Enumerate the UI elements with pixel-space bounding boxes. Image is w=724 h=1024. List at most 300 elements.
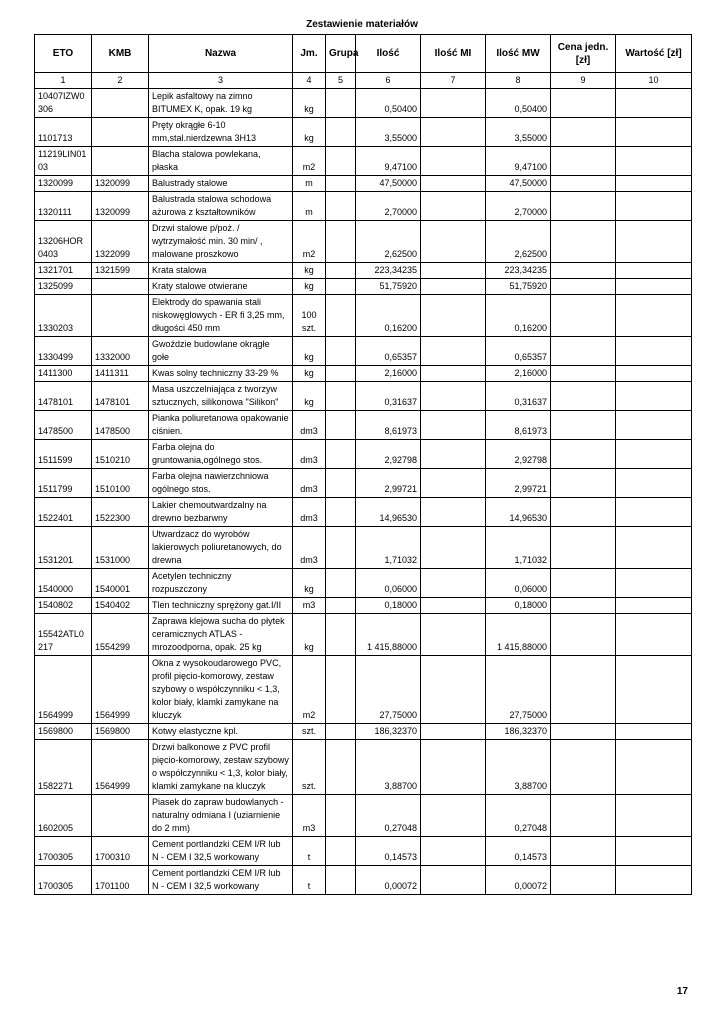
page-title: Zestawienie materiałów (306, 19, 418, 30)
cell-ilosc-mw: 0,31637 (486, 382, 551, 411)
cell-ilosc: 0,65357 (356, 337, 421, 366)
cell-nazwa: Drzwi balkonowe z PVC profil pięcio-komorowy, zestaw szybowy o współczynniku < 1,3, kolor biały, klamki zamykane na kluczyk (149, 740, 293, 795)
cell-nazwa: Kwas solny techniczny 33-29 % (149, 366, 293, 382)
cell-cena (551, 411, 616, 440)
column-number: 10 (616, 73, 692, 89)
cell-cena (551, 192, 616, 221)
cell-eto: 1321701 (35, 263, 92, 279)
cell-kmb: 1701100 (92, 866, 149, 895)
cell-cena (551, 837, 616, 866)
cell-cena (551, 147, 616, 176)
cell-ilosc: 0,31637 (356, 382, 421, 411)
cell-ilosc-mi (421, 598, 486, 614)
column-number: 6 (356, 73, 421, 89)
cell-ilosc-mi (421, 221, 486, 263)
cell-eto: 1582271 (35, 740, 92, 795)
cell-eto: 1522401 (35, 498, 92, 527)
cell-jm: m2 (293, 221, 326, 263)
table-row (35, 411, 692, 440)
cell-jm: szt. (293, 740, 326, 795)
cell-wartosc (616, 366, 692, 382)
cell-ilosc: 27,75000 (356, 656, 421, 724)
table-row (35, 527, 692, 569)
cell-wartosc (616, 469, 692, 498)
cell-ilosc-mi (421, 147, 486, 176)
cell-jm: 100 szt. (293, 295, 326, 337)
cell-nazwa: Pianka poliuretanowa opakowanie ciśnien. (149, 411, 293, 440)
cell-ilosc-mi (421, 498, 486, 527)
header-grupa: Grupa (326, 35, 356, 73)
cell-kmb: 1320099 (92, 176, 149, 192)
cell-ilosc-mi (421, 337, 486, 366)
cell-ilosc-mw: 3,55000 (486, 118, 551, 147)
cell-kmb (92, 279, 149, 295)
cell-ilosc: 0,50400 (356, 89, 421, 118)
header-nazwa: Nazwa (149, 35, 293, 73)
cell-grupa (326, 724, 356, 740)
cell-nazwa: Tlen techniczny sprężony gat.I/II (149, 598, 293, 614)
cell-ilosc-mi (421, 569, 486, 598)
header-ilosc-mi: Ilość MI (421, 35, 486, 73)
cell-ilosc: 186,32370 (356, 724, 421, 740)
cell-cena (551, 337, 616, 366)
materials-table (34, 34, 692, 895)
cell-ilosc: 0,16200 (356, 295, 421, 337)
cell-wartosc (616, 598, 692, 614)
cell-wartosc (616, 837, 692, 866)
cell-cena (551, 382, 616, 411)
cell-nazwa: Zaprawa klejowa sucha do płytek ceramicznych ATLAS - mrozoodporna, opak. 25 kg (149, 614, 293, 656)
cell-cena (551, 498, 616, 527)
cell-grupa (326, 295, 356, 337)
cell-jm: szt. (293, 724, 326, 740)
cell-ilosc: 3,55000 (356, 118, 421, 147)
table-row (35, 598, 692, 614)
cell-eto: 1325099 (35, 279, 92, 295)
cell-kmb (92, 795, 149, 837)
cell-eto: 1564999 (35, 656, 92, 724)
cell-cena (551, 263, 616, 279)
table-row (35, 118, 692, 147)
cell-ilosc: 0,14573 (356, 837, 421, 866)
cell-ilosc-mw: 0,18000 (486, 598, 551, 614)
cell-jm: kg (293, 279, 326, 295)
cell-nazwa: Okna z wysokoudarowego PVC, profil pięcio-komorowy, zestaw szybowy o współczynniku < 1,3, kolor biały, klamki zamykane na kluczyk (149, 656, 293, 724)
cell-jm: kg (293, 118, 326, 147)
cell-ilosc-mi (421, 263, 486, 279)
cell-wartosc (616, 740, 692, 795)
cell-nazwa: Kraty stalowe otwierane (149, 279, 293, 295)
cell-jm: kg (293, 366, 326, 382)
header-ilosc-mw: Ilość MW (486, 35, 551, 73)
cell-cena (551, 740, 616, 795)
cell-ilosc-mw: 0,06000 (486, 569, 551, 598)
cell-ilosc-mw: 0,16200 (486, 295, 551, 337)
cell-eto: 15542ATL0217 (35, 614, 92, 656)
cell-ilosc-mi (421, 382, 486, 411)
cell-nazwa: Lakier chemoutwardzalny na drewno bezbarwny (149, 498, 293, 527)
cell-nazwa: Gwoździe budowlane okrągłe gołe (149, 337, 293, 366)
cell-nazwa: Cement portlandzki CEM I/R lub N - CEM I 32,5 workowany (149, 837, 293, 866)
cell-cena (551, 724, 616, 740)
cell-grupa (326, 411, 356, 440)
cell-ilosc: 2,62500 (356, 221, 421, 263)
cell-grupa (326, 382, 356, 411)
cell-wartosc (616, 498, 692, 527)
cell-ilosc-mw: 3,88700 (486, 740, 551, 795)
cell-ilosc-mw: 2,92798 (486, 440, 551, 469)
cell-ilosc: 0,27048 (356, 795, 421, 837)
cell-ilosc-mw: 51,75920 (486, 279, 551, 295)
cell-grupa (326, 118, 356, 147)
column-number: 4 (293, 73, 326, 89)
cell-wartosc (616, 614, 692, 656)
cell-wartosc (616, 176, 692, 192)
cell-kmb: 1564999 (92, 740, 149, 795)
cell-nazwa: Kotwy elastyczne kpl. (149, 724, 293, 740)
cell-wartosc (616, 795, 692, 837)
cell-eto: 1320111 (35, 192, 92, 221)
cell-cena (551, 279, 616, 295)
cell-ilosc-mw: 2,16000 (486, 366, 551, 382)
cell-eto: 1511799 (35, 469, 92, 498)
cell-ilosc-mi (421, 366, 486, 382)
cell-ilosc-mi (421, 411, 486, 440)
cell-wartosc (616, 279, 692, 295)
cell-cena (551, 295, 616, 337)
table-row (35, 795, 692, 837)
column-number: 2 (92, 73, 149, 89)
cell-wartosc (616, 724, 692, 740)
page-number: 17 (676, 986, 688, 997)
cell-grupa (326, 366, 356, 382)
cell-ilosc-mi (421, 614, 486, 656)
cell-ilosc-mw: 2,62500 (486, 221, 551, 263)
cell-wartosc (616, 656, 692, 724)
cell-ilosc: 8,61973 (356, 411, 421, 440)
cell-ilosc-mw: 0,00072 (486, 866, 551, 895)
cell-ilosc: 3,88700 (356, 740, 421, 795)
cell-wartosc (616, 866, 692, 895)
cell-ilosc-mw: 2,99721 (486, 469, 551, 498)
materials-table-body (35, 89, 692, 895)
column-number: 8 (486, 73, 551, 89)
cell-kmb (92, 147, 149, 176)
cell-nazwa: Balustrady stalowe (149, 176, 293, 192)
cell-wartosc (616, 337, 692, 366)
cell-ilosc-mw: 27,75000 (486, 656, 551, 724)
table-row (35, 498, 692, 527)
cell-cena (551, 221, 616, 263)
cell-kmb: 1510100 (92, 469, 149, 498)
cell-jm: dm3 (293, 440, 326, 469)
cell-kmb: 1531000 (92, 527, 149, 569)
cell-ilosc: 1 415,88000 (356, 614, 421, 656)
cell-grupa (326, 89, 356, 118)
cell-ilosc-mw: 0,14573 (486, 837, 551, 866)
table-row (35, 724, 692, 740)
cell-jm: kg (293, 337, 326, 366)
cell-kmb (92, 89, 149, 118)
cell-wartosc (616, 89, 692, 118)
cell-nazwa: Balustrada stalowa schodowa ażurowa z kształtowników (149, 192, 293, 221)
cell-jm: m2 (293, 147, 326, 176)
cell-jm: dm3 (293, 469, 326, 498)
table-row (35, 440, 692, 469)
cell-ilosc-mw: 14,96530 (486, 498, 551, 527)
cell-jm: t (293, 837, 326, 866)
cell-ilosc-mi (421, 795, 486, 837)
table-row (35, 382, 692, 411)
table-row (35, 837, 692, 866)
cell-ilosc-mi (421, 866, 486, 895)
cell-cena (551, 89, 616, 118)
cell-wartosc (616, 569, 692, 598)
cell-kmb: 1322099 (92, 221, 149, 263)
cell-jm: t (293, 866, 326, 895)
cell-jm: kg (293, 614, 326, 656)
cell-grupa (326, 279, 356, 295)
cell-ilosc: 1,71032 (356, 527, 421, 569)
cell-ilosc-mw: 0,50400 (486, 89, 551, 118)
cell-eto: 1478101 (35, 382, 92, 411)
cell-cena (551, 656, 616, 724)
cell-jm: kg (293, 89, 326, 118)
cell-kmb: 1321599 (92, 263, 149, 279)
cell-kmb: 1540001 (92, 569, 149, 598)
cell-grupa (326, 656, 356, 724)
cell-nazwa: Acetylen techniczny rozpuszczony (149, 569, 293, 598)
cell-eto: 13206HOR0403 (35, 221, 92, 263)
cell-cena (551, 527, 616, 569)
cell-ilosc-mi (421, 192, 486, 221)
cell-eto: 1511599 (35, 440, 92, 469)
table-row (35, 295, 692, 337)
cell-ilosc-mw: 0,65357 (486, 337, 551, 366)
table-row (35, 147, 692, 176)
column-number: 7 (421, 73, 486, 89)
table-row (35, 89, 692, 118)
cell-wartosc (616, 411, 692, 440)
cell-eto: 1531201 (35, 527, 92, 569)
column-number: 3 (149, 73, 293, 89)
column-number: 9 (551, 73, 616, 89)
header-ilosc: Ilość (356, 35, 421, 73)
cell-jm: dm3 (293, 527, 326, 569)
cell-wartosc (616, 147, 692, 176)
cell-cena (551, 176, 616, 192)
table-row (35, 656, 692, 724)
cell-jm: dm3 (293, 498, 326, 527)
cell-eto: 10407IZW0306 (35, 89, 92, 118)
cell-kmb (92, 295, 149, 337)
cell-grupa (326, 527, 356, 569)
cell-grupa (326, 440, 356, 469)
cell-ilosc-mi (421, 279, 486, 295)
cell-cena (551, 366, 616, 382)
table-row (35, 337, 692, 366)
cell-kmb: 1540402 (92, 598, 149, 614)
cell-ilosc-mw: 8,61973 (486, 411, 551, 440)
cell-cena (551, 569, 616, 598)
cell-grupa (326, 740, 356, 795)
table-row (35, 469, 692, 498)
cell-wartosc (616, 527, 692, 569)
cell-jm: m3 (293, 795, 326, 837)
cell-eto: 1569800 (35, 724, 92, 740)
table-row (35, 263, 692, 279)
cell-jm: kg (293, 569, 326, 598)
cell-kmb: 1569800 (92, 724, 149, 740)
cell-nazwa: Lepik asfaltowy na zimno BITUMEX K, opak. 19 kg (149, 89, 293, 118)
cell-ilosc-mi (421, 469, 486, 498)
cell-ilosc-mw: 9,47100 (486, 147, 551, 176)
table-row (35, 614, 692, 656)
cell-eto: 11219LIN0103 (35, 147, 92, 176)
cell-kmb: 1478101 (92, 382, 149, 411)
cell-jm: m2 (293, 656, 326, 724)
cell-eto: 1330203 (35, 295, 92, 337)
cell-grupa (326, 192, 356, 221)
cell-grupa (326, 221, 356, 263)
header-wartosc: Wartość [zł] (616, 35, 692, 73)
cell-eto: 1700305 (35, 866, 92, 895)
cell-ilosc: 47,50000 (356, 176, 421, 192)
cell-ilosc: 0,00072 (356, 866, 421, 895)
cell-grupa (326, 498, 356, 527)
cell-grupa (326, 614, 356, 656)
cell-grupa (326, 176, 356, 192)
cell-nazwa: Cement portlandzki CEM I/R lub N - CEM I 32,5 workowany (149, 866, 293, 895)
cell-eto: 1411300 (35, 366, 92, 382)
cell-ilosc-mi (421, 740, 486, 795)
table-row (35, 279, 692, 295)
cell-cena (551, 440, 616, 469)
table-row (35, 569, 692, 598)
table-row (35, 192, 692, 221)
cell-grupa (326, 263, 356, 279)
column-number-row (35, 73, 692, 89)
cell-ilosc-mw: 47,50000 (486, 176, 551, 192)
cell-grupa (326, 795, 356, 837)
cell-wartosc (616, 221, 692, 263)
table-row (35, 366, 692, 382)
cell-ilosc-mi (421, 724, 486, 740)
cell-cena (551, 866, 616, 895)
cell-ilosc-mi (421, 440, 486, 469)
cell-wartosc (616, 382, 692, 411)
header-row (35, 35, 692, 73)
cell-grupa (326, 469, 356, 498)
cell-kmb: 1411311 (92, 366, 149, 382)
cell-grupa (326, 866, 356, 895)
cell-kmb: 1320099 (92, 192, 149, 221)
cell-jm: kg (293, 263, 326, 279)
cell-nazwa: Elektrody do spawania stali niskowęglowych - ER fi 3,25 mm, długości 450 mm (149, 295, 293, 337)
cell-jm: m (293, 176, 326, 192)
cell-eto: 1478500 (35, 411, 92, 440)
cell-ilosc-mw: 223,34235 (486, 263, 551, 279)
cell-nazwa: Farba olejna nawierzchniowa ogólnego stos. (149, 469, 293, 498)
cell-ilosc: 2,99721 (356, 469, 421, 498)
cell-ilosc: 0,06000 (356, 569, 421, 598)
cell-nazwa: Piasek do zapraw budowlanych - naturalny odmiana I (uziarnienie do 2 mm) (149, 795, 293, 837)
cell-nazwa: Drzwi stalowe p/poż. / wytrzymałość min. 30 min/ , malowane proszkowo (149, 221, 293, 263)
cell-kmb (92, 118, 149, 147)
cell-nazwa: Krata stalowa (149, 263, 293, 279)
table-row (35, 866, 692, 895)
cell-ilosc: 2,70000 (356, 192, 421, 221)
cell-ilosc-mi (421, 176, 486, 192)
cell-wartosc (616, 295, 692, 337)
header-cena: Cena jedn. [zł] (551, 35, 616, 73)
cell-nazwa: Pręty okrągłe 6-10 mm,stal.nierdzewna 3H13 (149, 118, 293, 147)
cell-ilosc-mi (421, 656, 486, 724)
cell-kmb: 1510210 (92, 440, 149, 469)
column-number: 5 (326, 73, 356, 89)
cell-grupa (326, 837, 356, 866)
column-number: 1 (35, 73, 92, 89)
cell-eto: 1700305 (35, 837, 92, 866)
cell-ilosc-mw: 0,27048 (486, 795, 551, 837)
cell-nazwa: Masa uszczelniająca z tworzyw sztucznych, silikonowa "Silikon" (149, 382, 293, 411)
cell-ilosc-mi (421, 295, 486, 337)
cell-cena (551, 469, 616, 498)
cell-wartosc (616, 118, 692, 147)
cell-ilosc-mi (421, 837, 486, 866)
cell-ilosc: 14,96530 (356, 498, 421, 527)
cell-wartosc (616, 440, 692, 469)
header-eto: ETO (35, 35, 92, 73)
cell-kmb: 1554299 (92, 614, 149, 656)
cell-ilosc-mi (421, 89, 486, 118)
cell-eto: 1330499 (35, 337, 92, 366)
header-kmb: KMB (92, 35, 149, 73)
cell-grupa (326, 337, 356, 366)
cell-ilosc: 2,92798 (356, 440, 421, 469)
cell-jm: m (293, 192, 326, 221)
cell-jm: kg (293, 382, 326, 411)
table-row (35, 221, 692, 263)
cell-kmb: 1332000 (92, 337, 149, 366)
cell-grupa (326, 569, 356, 598)
cell-kmb: 1478500 (92, 411, 149, 440)
cell-eto: 1101713 (35, 118, 92, 147)
cell-kmb: 1564999 (92, 656, 149, 724)
cell-cena (551, 118, 616, 147)
cell-kmb: 1700310 (92, 837, 149, 866)
header-jm: Jm. (293, 35, 326, 73)
table-row (35, 176, 692, 192)
cell-jm: dm3 (293, 411, 326, 440)
cell-eto: 1602005 (35, 795, 92, 837)
cell-ilosc: 223,34235 (356, 263, 421, 279)
cell-nazwa: Utwardzacz do wyrobów lakierowych poliuretanowych, do drewna (149, 527, 293, 569)
cell-cena (551, 795, 616, 837)
cell-wartosc (616, 192, 692, 221)
table-row (35, 740, 692, 795)
cell-eto: 1540802 (35, 598, 92, 614)
cell-kmb: 1522300 (92, 498, 149, 527)
cell-ilosc-mi (421, 527, 486, 569)
cell-ilosc-mw: 1,71032 (486, 527, 551, 569)
cell-grupa (326, 598, 356, 614)
cell-ilosc: 9,47100 (356, 147, 421, 176)
cell-nazwa: Farba olejna do gruntowania,ogólnego stos. (149, 440, 293, 469)
cell-ilosc-mi (421, 118, 486, 147)
cell-grupa (326, 147, 356, 176)
cell-cena (551, 614, 616, 656)
